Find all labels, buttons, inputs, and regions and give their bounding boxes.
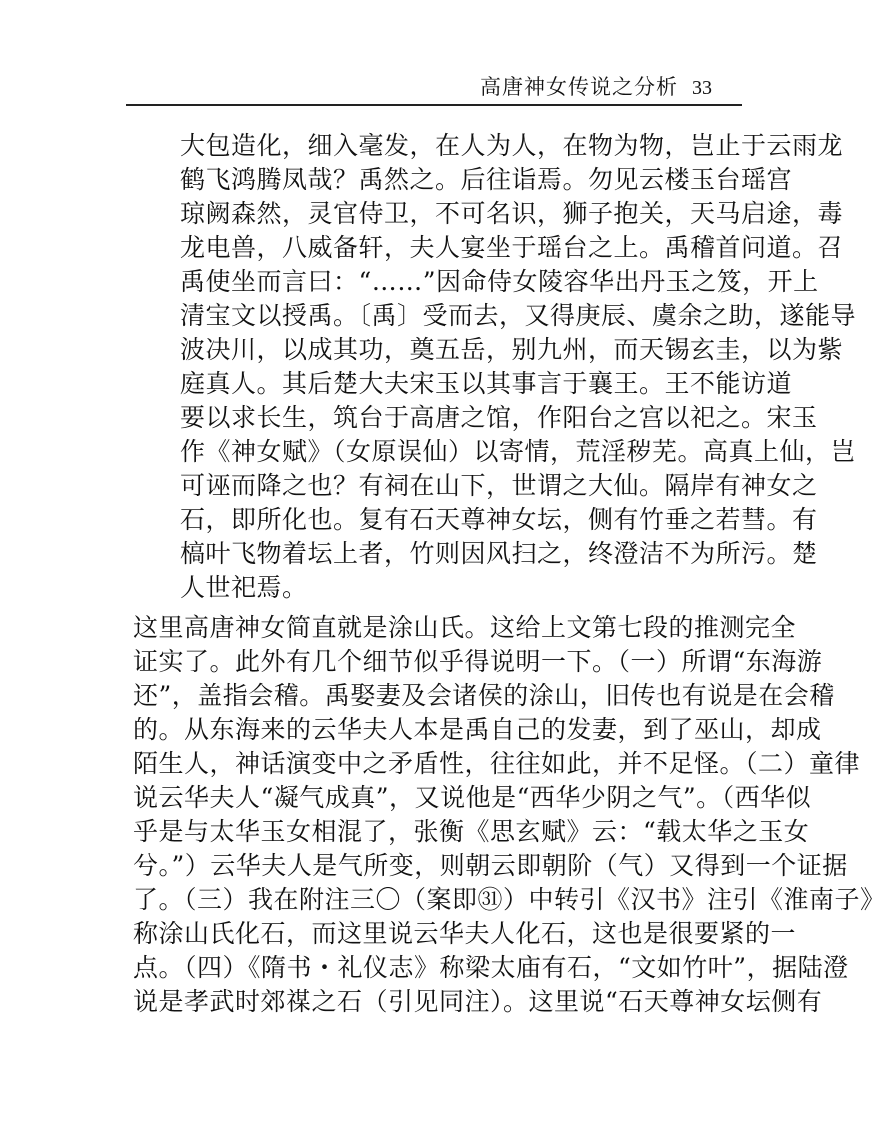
body-line: 说云华夫人“凝气成真”，又说他是“西华少阴之气”。（西华似 xyxy=(133,783,812,812)
body-line: 了。（三）我在附注三〇（案即㉛）中转引《汉书》注引《淮南子》 xyxy=(133,885,886,914)
quote-line: 鹤飞鸿腾凤哉？禹然之。后往诣焉。勿见云楼玉台瑶宫 xyxy=(180,165,793,194)
body-line: 称涂山氏化石，而这里说云华夫人化石，这也是很要紧的一 xyxy=(133,919,797,948)
quote-line: 人世祀焉。 xyxy=(180,573,308,602)
quote-line: 清宝文以授禹。〔禹〕受而去，又得庚辰、虞余之助，遂能导 xyxy=(180,301,857,330)
quote-line: 石，即所化也。复有石天尊神女坛，侧有竹垂之若彗。有 xyxy=(180,505,818,534)
quote-line: 槁叶飞物着坛上者，竹则因风扫之，终澄洁不为所污。楚 xyxy=(180,539,818,568)
body-line: 乎是与太华玉女相混了，张衡《思玄赋》云：“载太华之玉女 xyxy=(133,817,810,846)
quote-line: 禹使坐而言曰：“……”因命侍女陵容华出丹玉之笈，开上 xyxy=(180,267,819,296)
quote-line: 波决川，以成其功，奠五岳，别九州，而天锡玄圭，以为紫 xyxy=(180,335,844,364)
body-line: 证实了。此外有几个细节似乎得说明一下。（一）所谓“东海游 xyxy=(133,647,823,676)
page-number: 33 xyxy=(692,77,712,99)
quote-line: 作《神女赋》（女原误仙）以寄情，荒淫秽芜。高真上仙，岂 xyxy=(180,437,857,466)
quote-line: 琼阙森然，灵官侍卫，不可名识，狮子抱关，天马启途，毒 xyxy=(180,199,844,228)
running-header xyxy=(480,72,740,102)
running-header-title: 高唐神女传说之分析 xyxy=(480,75,678,99)
quote-line: 要以求长生，筑台于高唐之馆，作阳台之宫以祀之。宋玉 xyxy=(180,403,818,432)
quote-line: 可诬而降之也？有祠在山下，世谓之大仙。隔岸有神女之 xyxy=(180,471,818,500)
body-line: 还”，盖指会稽。禹娶妻及会诸侯的涂山，旧传也有说是在会稽 xyxy=(133,681,835,710)
quote-line: 大包造化，细入毫发，在人为人，在物为物，岂止于云雨龙 xyxy=(180,131,844,160)
body-line: 说是孝武时郊禖之石（引见同注）。这里说“石天尊神女坛侧有 xyxy=(133,987,823,1016)
quote-line: 龙电兽，八威备轩，夫人宴坐于瑶台之上。禹稽首问道。召 xyxy=(180,233,844,262)
body-line: 兮。”）云华夫人是气所变，则朝云即朝阶（气）又得到一个证据 xyxy=(133,851,848,880)
body-line: 点。（四）《隋书・礼仪志》称梁太庙有石，“文如竹叶”，据陆澄 xyxy=(133,953,849,982)
header-rule xyxy=(126,104,742,106)
body-line: 陌生人，神话演变中之矛盾性，往往如此，并不足怪。（二）童律 xyxy=(133,749,861,778)
quote-line: 庭真人。其后楚大夫宋玉以其事言于襄王。王不能访道 xyxy=(180,369,793,398)
body-line: 的。从东海来的云华夫人本是禹自己的发妻，到了巫山，却成 xyxy=(133,715,822,744)
body-line: 这里高唐神女简直就是涂山氏。这给上文第七段的推测完全 xyxy=(133,613,797,642)
